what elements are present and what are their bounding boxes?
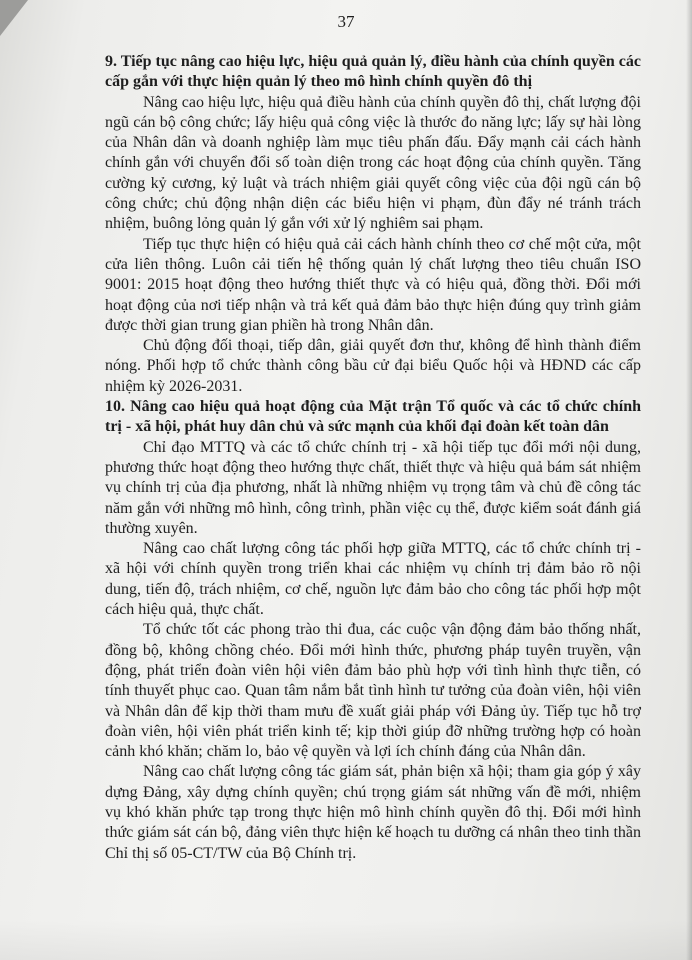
- section-heading-10: 10. Nâng cao hiệu quả hoạt động của Mặt trận Tổ quốc và các tổ chức chính trị - xã hội, phát huy dân chủ và sức mạnh của khối đại đoàn kết toàn dân: [105, 398, 641, 436]
- page-number: 37: [337, 12, 355, 31]
- section-9-paragraph-2: Tiếp tục thực hiện có hiệu quả cải cách hành chính theo cơ chế một cửa, một cửa liên thông. Luôn cải tiến hệ thống quản lý chất lượng theo tiêu chuẩn ISO 9001: 2015 hoạt động theo hướng thiết thực và có hiệu quả, đồng thời. Đổi mới hoạt động của nơi tiếp nhận và trả kết quả đảm bảo thực hiện đúng quy trình giảm được thời gian trung gian phiền hà trong Nhân dân.: [105, 235, 641, 334]
- page-edge-shadow: [686, 0, 692, 960]
- bottom-shadow: [0, 920, 692, 960]
- section-10-paragraph-3: Tổ chức tốt các phong trào thi đua, các cuộc vận động đảm bảo thống nhất, đồng bộ, không chồng chéo. Đổi mới hình thức, phương pháp tuyên truyền, vận động, phát triển đoàn viên hội viên đảm bảo phù hợp với tình hình thực tiễn, có tính thuyết phục cao. Quan tâm nắm bắt tình hình tư tưởng của đoàn viên, hội viên và Nhân dân để kịp thời tham mưu đề xuất giải pháp với Đảng ủy. Tiếp tục hỗ trợ đoàn viên, hội viên phát triển kinh tế; kịp thời giúp đỡ những trường hợp có hoàn cảnh khó khăn; chăm lo, bảo vệ quyền và lợi ích chính đáng của Nhân dân.: [105, 621, 641, 761]
- document-body: [105, 52, 641, 864]
- section-9-paragraph-1: Nâng cao hiệu lực, hiệu quả điều hành của chính quyền đô thị, chất lượng đội ngũ cán bộ công chức; lấy hiệu quả công việc là thước đo năng lực; lấy sự hài lòng của Nhân dân và doanh nghiệp làm mục tiêu phấn đấu. Đẩy mạnh cải cách hành chính gắn với chuyển đổi số toàn diện trong các hoạt động của chính quyền. Tăng cường kỷ cương, kỷ luật và trách nhiệm giải quyết công việc của đội ngũ cán bộ công chức; chủ động nhận diện các biểu hiện vi phạm, đùn đẩy né tránh trách nhiệm, buông lỏng quản lý gắn với xử lý nghiêm sai phạm.: [105, 93, 641, 233]
- section-9-paragraph-3: Chủ động đối thoại, tiếp dân, giải quyết đơn thư, không để hình thành điểm nóng. Phối hợp tổ chức thành công bầu cử đại biểu Quốc hội và HĐND các cấp nhiệm kỳ 2026-2031.: [105, 337, 641, 395]
- section-heading-9: 9. Tiếp tục nâng cao hiệu lực, hiệu quả quản lý, điều hành của chính quyền các cấp gắn với thực hiện quản lý theo mô hình chính quyền đô thị: [105, 53, 641, 91]
- section-10-paragraph-2: Nâng cao chất lượng công tác phối hợp giữa MTTQ, các tổ chức chính trị - xã hội với chính quyền trong triển khai các nhiệm vụ chính trị đảm bảo rõ nội dung, tiến độ, trách nhiệm, cơ chế, nguồn lực đảm bảo cho công tác phối hợp một cách hiệu quả, thực chất.: [105, 540, 641, 619]
- section-10-paragraph-1: Chỉ đạo MTTQ và các tổ chức chính trị - xã hội tiếp tục đổi mới nội dung, phương thức hoạt động theo hướng thực chất, thiết thực và hiệu quả bám sát nhiệm vụ chính trị của địa phương, nhất là những nhiệm vụ trọng tâm và chủ đề công tác năm gắn với những mô hình, công trình, phần việc cụ thể, được kiểm soát đánh giá thường xuyên.: [105, 438, 641, 537]
- section-10-paragraph-4: Nâng cao chất lượng công tác giám sát, phản biện xã hội; tham gia góp ý xây dựng Đảng, xây dựng chính quyền; chú trọng giám sát những vấn đề mới, nhiệm vụ khó khăn phức tạp trong thực hiện mô hình chính quyền đô thị. Đổi mới hình thức giám sát cán bộ, đảng viên thực hiện kế hoạch tu dưỡng cá nhân theo tinh thần Chỉ thị số 05-CT/TW của Bộ Chính trị.: [105, 763, 641, 862]
